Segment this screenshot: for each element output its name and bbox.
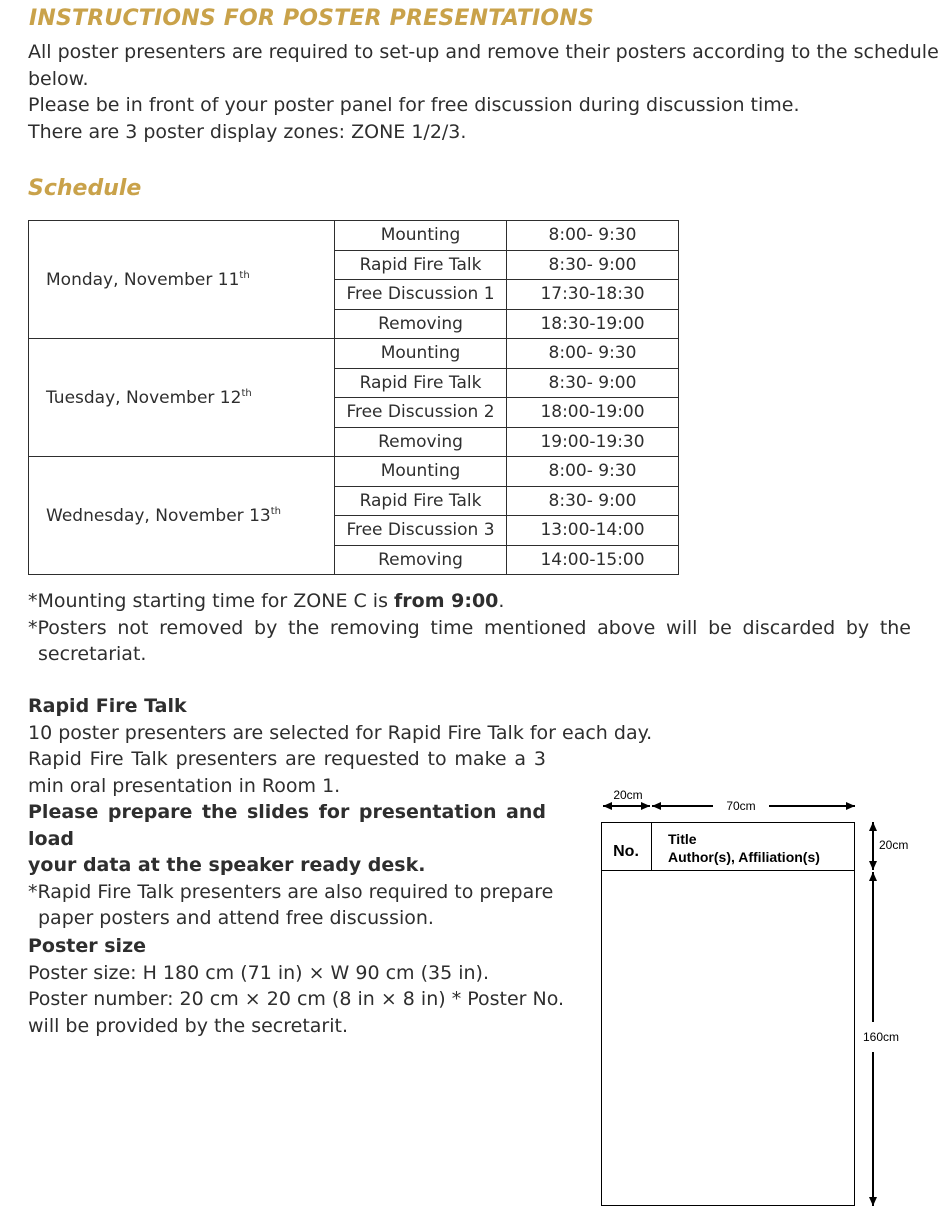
time-cell: 19:00-19:30: [507, 427, 679, 457]
time-cell: 18:00-19:00: [507, 398, 679, 428]
rapid-fire-instruction: your data at the speaker ready desk.: [28, 854, 426, 876]
table-row: [29, 339, 679, 369]
poster-size-text: will be provided by the secretarit.: [28, 1014, 349, 1037]
time-cell: 8:00- 9:30: [507, 339, 679, 369]
dimension-label: 70cm: [726, 799, 756, 813]
intro-text: [28, 39, 939, 145]
rapid-fire-text: 10 poster presenters are selected for Rapid Fire Talk for each day.: [28, 721, 653, 744]
poster-title-label: Title: [668, 831, 697, 847]
schedule-heading: Schedule: [28, 176, 142, 201]
table-row: [29, 221, 679, 251]
poster-author-label: Author(s), Affiliation(s): [668, 849, 820, 865]
poster-size-text: Poster size: H 180 cm (71 in) × W 90 cm (35 in).: [28, 961, 490, 984]
time-cell: 8:30- 9:00: [507, 368, 679, 398]
activity-cell: Removing: [335, 545, 507, 575]
activity-cell: Rapid Fire Talk: [335, 368, 507, 398]
activity-cell: Free Discussion 2: [335, 398, 507, 428]
intro-line: All poster presenters are required to set-up and remove their posters according to the schedule: [28, 41, 939, 63]
time-cell: 14:00-15:00: [507, 545, 679, 575]
day-cell: Monday, November 11th: [29, 221, 335, 339]
activity-cell: Removing: [335, 427, 507, 457]
poster-number-label: No.: [613, 843, 639, 860]
dimension-label: 20cm: [879, 838, 909, 852]
poster-layout-diagram: [595, 782, 925, 1212]
time-cell: 13:00-14:00: [507, 516, 679, 546]
day-cell: Tuesday, November 12th: [29, 339, 335, 457]
rapid-fire-heading: Rapid Fire Talk: [28, 695, 187, 717]
intro-line: There are 3 poster display zones: ZONE 1/2/3.: [28, 120, 467, 143]
rapid-fire-text: Rapid Fire Talk presenters are requested to make a 3: [28, 748, 546, 770]
activity-cell: Rapid Fire Talk: [335, 486, 507, 516]
time-cell: 8:30- 9:00: [507, 250, 679, 280]
intro-line: Please be in front of your poster panel for free discussion during discussion time.: [28, 94, 800, 116]
removal-note-cont: secretariat.: [38, 643, 147, 665]
poster-outline: [602, 823, 855, 1206]
rapid-fire-text: min oral presentation in Room 1.: [28, 774, 341, 797]
time-cell: 8:30- 9:00: [507, 486, 679, 516]
activity-cell: Mounting: [335, 457, 507, 487]
dimension-label: 20cm: [613, 788, 643, 802]
activity-cell: Free Discussion 1: [335, 280, 507, 310]
table-row: [29, 457, 679, 487]
activity-cell: Free Discussion 3: [335, 516, 507, 546]
removal-note: *Posters not removed by the removing time mentioned above will be discarded by the: [28, 616, 911, 639]
activity-cell: Rapid Fire Talk: [335, 250, 507, 280]
poster-size-heading: Poster size: [28, 935, 147, 957]
rapid-fire-note: paper posters and attend free discussion.: [38, 907, 434, 929]
time-cell: 18:30-19:00: [507, 309, 679, 339]
poster-size-text: Poster number: 20 cm × 20 cm (8 in × 8 in) * Poster No.: [28, 988, 565, 1010]
rapid-fire-instruction: Please prepare the slides for presentation and load: [28, 801, 546, 850]
activity-cell: Removing: [335, 309, 507, 339]
activity-cell: Mounting: [335, 221, 507, 251]
schedule-table: [28, 220, 679, 575]
day-cell: Wednesday, November 13th: [29, 457, 335, 575]
intro-line: below.: [28, 67, 89, 90]
dimension-label: 160cm: [863, 1030, 900, 1044]
time-cell: 8:00- 9:30: [507, 221, 679, 251]
schedule-notes: [28, 588, 911, 668]
mounting-note: *Mounting starting time for ZONE C is from 9:00.: [28, 590, 505, 612]
time-cell: 8:00- 9:30: [507, 457, 679, 487]
poster-size-section: [28, 933, 565, 1039]
rapid-fire-note: *Rapid Fire Talk presenters are also required to prepare: [28, 880, 554, 903]
page-title: INSTRUCTIONS FOR POSTER PRESENTATIONS: [29, 6, 594, 31]
activity-cell: Mounting: [335, 339, 507, 369]
time-cell: 17:30-18:30: [507, 280, 679, 310]
